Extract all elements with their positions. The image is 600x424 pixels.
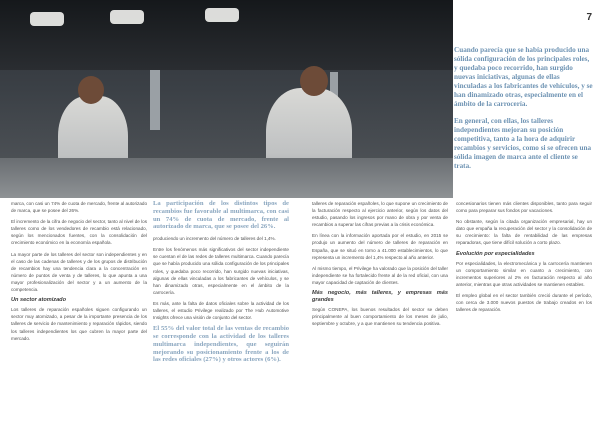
text-column-3 [312, 200, 448, 332]
workshop-floor [0, 158, 453, 198]
paragraph: El incremento de la cifra de negocio del sector, tanto al nivel de los talleres como de los vendedores de recambio está relacionado, según los mencionados fuentes, con la consolidación del crecimiento económico en la economía española. [11, 219, 147, 246]
paragraph: concesionarios tienen más clientes disponibles, tanto para seguir como para preparar sus fondos por vacaciones. [456, 201, 592, 214]
paragraph: Es más, ante la falta de datos oficiales sobre la actividad de los talleres, el estudio Privilege realizado por The Hub Automotive Insights ofrece una visión de conjunto del sector. [153, 300, 289, 321]
paragraph: Por especialidades, la electromecánica y la carrocería mantienen un comportamiento similar en cuanto a crecimiento, con incrementos superiores al 2% en facturación respecto al año anterior, mientras que otras actividades se mantienen estables. [456, 260, 592, 287]
workshop-lamp [205, 8, 239, 22]
paragraph: Los talleres de reparación españoles siguen configurando un sector muy atomizado, a pesar de la importante presencia de los talleres de servicio de mantenimiento y reparación rápidos, siendo los talleres independientes los que cubren la mayor parte del mercado. [11, 307, 147, 341]
paragraph: marca, con casi un 74% de cuota de mercado, frente al autorizado de marca, que se posee del 26%. [11, 201, 147, 214]
mechanics-photo [0, 0, 453, 198]
pull-quote-1: La participación de los distintos tipos de recambios fue favorable al multimarca, con casi un 74% de cuota de mercado, frente al autorizado de marca, que se posee del 26%. [153, 200, 289, 231]
section-heading: Evolución por especialidades [456, 250, 535, 257]
text-column-1 [11, 200, 147, 346]
workshop-lamp [110, 10, 144, 24]
pull-quote-2: El 55% del valor total de las ventas de recambio se corresponde con la actividad de los talleres multimarca independientes, que seguirán mejorando su posicionamiento frente a los de las redes oficiales (27%) y otros actores (6%). [153, 325, 289, 364]
paragraph: talleres de reparación españoles, lo que supone un crecimiento de la facturación respecto al ejercicio anterior, según los datos del estudio, pasando los ingresos por mano de obra y por venta de recambios a superar las cifras previas a la crisis económica. [312, 201, 448, 228]
paragraph: El empleo global en el sector también creció durante el período, con cerca de 3.000 nuevos puestos de trabajo creados en los talleres de reparación. [456, 293, 592, 313]
workshop-lamp [30, 12, 64, 26]
highlight-quote-1: Cuando parecía que se había producido una sólida configuración de los principales roles, y quedaba poco recorrido, han surgido nuevas iniciativas, algunas de ellas vinculadas a los fabricantes de vehículos, y se han dinamizado otras, especialmente en el ámbito de la carrocería. [454, 46, 593, 108]
paragraph: Al mismo tiempo, el Privilege ha valorado que la posición del taller independiente se ha fortalecido frente al de la red oficial, con una mayor capacidad de captación de clientes. [312, 265, 448, 285]
page-number-right: 7 [586, 12, 592, 23]
paragraph: No obstante, según la citada organización empresarial, hay un dato que empaña la recuperación del sector y la consolidación de su crecimiento: la falta de rentabilidad de las empresas reparadoras, que tiene difícil solución a corto plazo. [456, 219, 592, 246]
paragraph: Entre los fenómenos más significativos del sector independiente se cuentan el de las redes de talleres multimarca. Cuando parecía que se había producido una sólida configuración de los principales roles, y quedaba poco recorrido, han surgido nuevas iniciativas, algunas de ellas vinculadas a los fabricantes de vehículos, y se han dinamizado otras, especialmente en el ámbito de la carrocería. [153, 247, 289, 295]
section-heading: Más negocio, más talleres, y empresas más grandes [312, 290, 448, 304]
paragraph: La mayor parte de los talleres del sector son independientes y en el caso de las cadenas de talleres y de los grupos de distribución de recambios hay una tendencia clara a la concentración en número de puntos de venta y de talleres, lo que apunta a una mayor profesionalización del sector y a un aumento de la competencia. [11, 251, 147, 293]
paragraph: Según CONEPA, los buenos resultados del sector se deben principalmente al buen comportamiento de los meses de julio, septiembre y octubre, y a que mantienen su tendencia positiva. [312, 307, 448, 327]
lift-arm [150, 70, 160, 130]
mechanic-right-head [300, 66, 328, 96]
paragraph: produciendo un incremento del número de talleres del 1,4%. [153, 236, 276, 242]
section-heading: Un sector atomizado [11, 297, 67, 304]
highlight-quotes [454, 46, 594, 179]
text-column-2 [153, 200, 289, 368]
highlight-quote-2: En general, con ellas, los talleres independientes mejoran su posición competitiva, tanto a la hora de adquirir recambios y servicios, como si se ofrecen una sólida imagen de marca ante el cliente se trata. [454, 117, 592, 170]
paragraph: En línea con la información aportada por el estudio, en 2015 se produjo un aumento del número de talleres de reparación en España, que se situó en torno a 41.000 establecimientos, lo que representa un incremento del 1,4% respecto al año anterior. [312, 233, 448, 260]
text-column-4 [456, 200, 592, 317]
mechanic-left-head [78, 76, 104, 104]
